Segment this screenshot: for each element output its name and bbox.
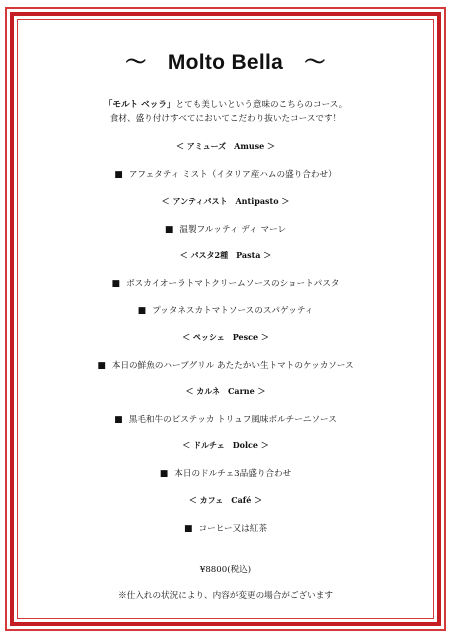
section-heading-amuse: ＜ アミューズ Amuse ＞ <box>175 141 276 151</box>
intro-line-1-text: とても美しいという意味のこちらのコース。 <box>175 100 348 110</box>
square-bullet-icon: ■ <box>184 524 193 534</box>
menu-item <box>20 467 431 479</box>
square-bullet-icon: ■ <box>159 469 169 479</box>
course-name-quote: 「モルト ベッラ」 <box>103 100 176 110</box>
square-bullet-icon: ■ <box>164 225 174 235</box>
section-heading-pasta: ＜ パスタ2種 Pasta ＞ <box>179 250 272 260</box>
menu-item-text: 本日のドルチェ3品盛り合わせ <box>174 469 292 479</box>
menu-item-text: コーヒー又は紅茶 <box>198 524 267 534</box>
menu-item <box>20 277 431 289</box>
menu-item <box>20 304 431 316</box>
menu-item-text: アフェタティ ミスト（イタリア産ハムの盛り合わせ） <box>128 170 337 180</box>
intro-line-2: 食材、盛り付けすべてにおいてこだわり抜いたコースです！ <box>109 114 342 124</box>
section-heading-cafe: ＜ カフェ Café ＞ <box>188 495 263 505</box>
menu-item-text: ボスカイオーラトマトクリームソースのショートパスタ <box>126 279 340 289</box>
menu-item <box>20 223 431 235</box>
menu-item-text: プッタネスカトマトソースのスパゲッティ <box>152 306 314 316</box>
section-heading-pesce: ＜ ペッシェ Pesce ＞ <box>182 332 269 342</box>
menu-item <box>20 168 431 180</box>
section-heading-dolce: ＜ ドルチェ Dolce ＞ <box>182 440 269 450</box>
square-bullet-icon: ■ <box>114 170 123 180</box>
square-bullet-icon: ■ <box>97 361 106 371</box>
square-bullet-icon: ■ <box>114 415 123 425</box>
menu-item <box>20 522 431 534</box>
square-bullet-icon: ■ <box>111 279 121 289</box>
square-bullet-icon: ■ <box>137 306 147 316</box>
menu-title: ～ Molto Bella ～ <box>125 51 326 74</box>
course-price: ¥8800(税込) <box>199 565 252 575</box>
menu-item-text: 温製フルッティ ディ マーレ <box>179 225 287 235</box>
menu-item-text: 黒毛和牛のビステッカ トリュフ風味ボルチーニソース <box>128 415 337 425</box>
menu-item <box>20 359 431 371</box>
menu-item <box>20 413 431 425</box>
menu-item-text: 本日の鮮魚のハーブグリル あたたかい生トマトのケッカソース <box>111 361 354 371</box>
section-heading-antipasto: ＜ アンティパスト Antipasto ＞ <box>161 196 290 206</box>
section-heading-carne: ＜ カルネ Carne ＞ <box>185 386 266 396</box>
intro-line-1 <box>20 98 431 110</box>
disclaimer-note: ※仕入れの状況により、内容が変更の場合がございます <box>118 591 333 601</box>
